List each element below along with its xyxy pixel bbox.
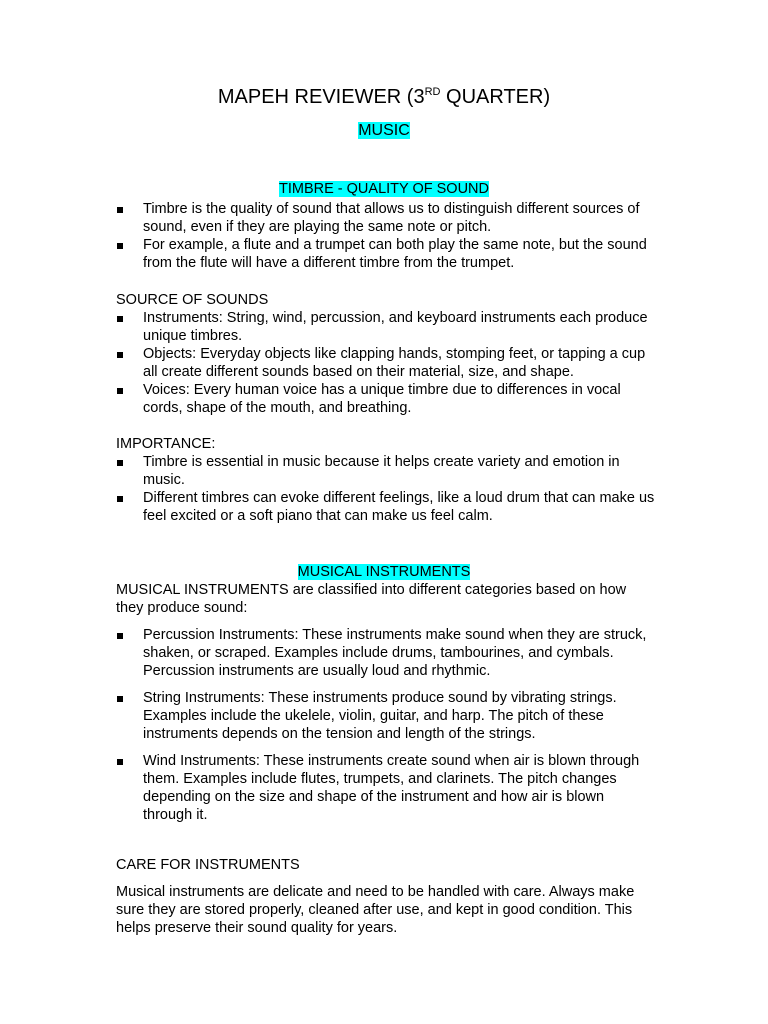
importance-list [116,453,656,525]
subject-heading [0,122,768,140]
bullet-icon [117,633,123,639]
instruments-intro: MUSICAL INSTRUMENTS are classified into different categories based on how they produce sound: [116,582,627,616]
bullet-icon [117,759,123,765]
care-heading: CARE FOR INSTRUMENTS [116,857,300,873]
timbre-heading-label: TIMBRE - QUALITY OF SOUND [278,181,489,197]
list-item: Different timbres can evoke different feelings, like a loud drum that can make us feel excited or a soft piano that can make us feel calm. [116,489,656,525]
care-paragraph: Musical instruments are delicate and need to be handled with care. Always make sure they are stored properly, cleaned after use, and kept in good condition. This helps preserve their sound quality for years. [116,884,635,936]
list-item: Wind Instruments: These instruments create sound when air is blown through them. Examples include flutes, trumpets, and clarinets. The pitch changes depending on the size and shape of the instrument and how air is blown through it. [116,752,656,824]
list-item: For example, a flute and a trumpet can both play the same note, but the sound from the flute will have a different timbre from the trumpet. [116,236,656,272]
instruments-heading-label: MUSICAL INSTRUMENTS [297,564,471,580]
bullet-icon [117,696,123,702]
title-text: MAPEH REVIEWER (3 [217,86,425,108]
list-item: Timbre is essential in music because it helps create variety and emotion in music. [116,453,656,489]
bullet-icon [117,243,123,249]
timbre-list [116,200,656,272]
list-item: Percussion Instruments: These instruments make sound when they are struck, shaken, or scraped. Examples include drums, tambourines, and cymbals. Percussion instruments are usually loud and rhythmic. [116,626,656,680]
bullet-icon [117,352,123,358]
bullet-icon [117,496,123,502]
timbre-heading [0,181,768,197]
bullet-icon [117,316,123,322]
bullet-icon [117,207,123,213]
bullet-icon [117,460,123,466]
list-item: String Instruments: These instruments produce sound by vibrating strings. Examples include the ukelele, violin, guitar, and harp. The pitch of these instruments depends on the tension and length of the strings. [116,689,656,743]
bullet-icon [117,388,123,394]
document-title [0,86,768,109]
list-item: Voices: Every human voice has a unique timbre due to differences in vocal cords, shape of the mouth, and breathing. [116,381,656,417]
instruments-heading [0,564,768,580]
importance-heading: IMPORTANCE: [116,436,216,452]
list-item: Instruments: String, wind, percussion, and keyboard instruments each produce unique timbres. [116,309,656,345]
title-text-tail: QUARTER) [440,86,551,108]
instruments-list [116,626,656,833]
list-item: Timbre is the quality of sound that allows us to distinguish different sources of sound, even if they are playing the same note or pitch. [116,200,656,236]
subject-label: MUSIC [358,122,410,139]
sources-heading: SOURCE OF SOUNDS [116,292,269,308]
sources-list [116,309,656,417]
title-superscript: RD [424,86,441,98]
list-item: Objects: Everyday objects like clapping hands, stomping feet, or tapping a cup all create different sounds based on their material, size, and shape. [116,345,656,381]
